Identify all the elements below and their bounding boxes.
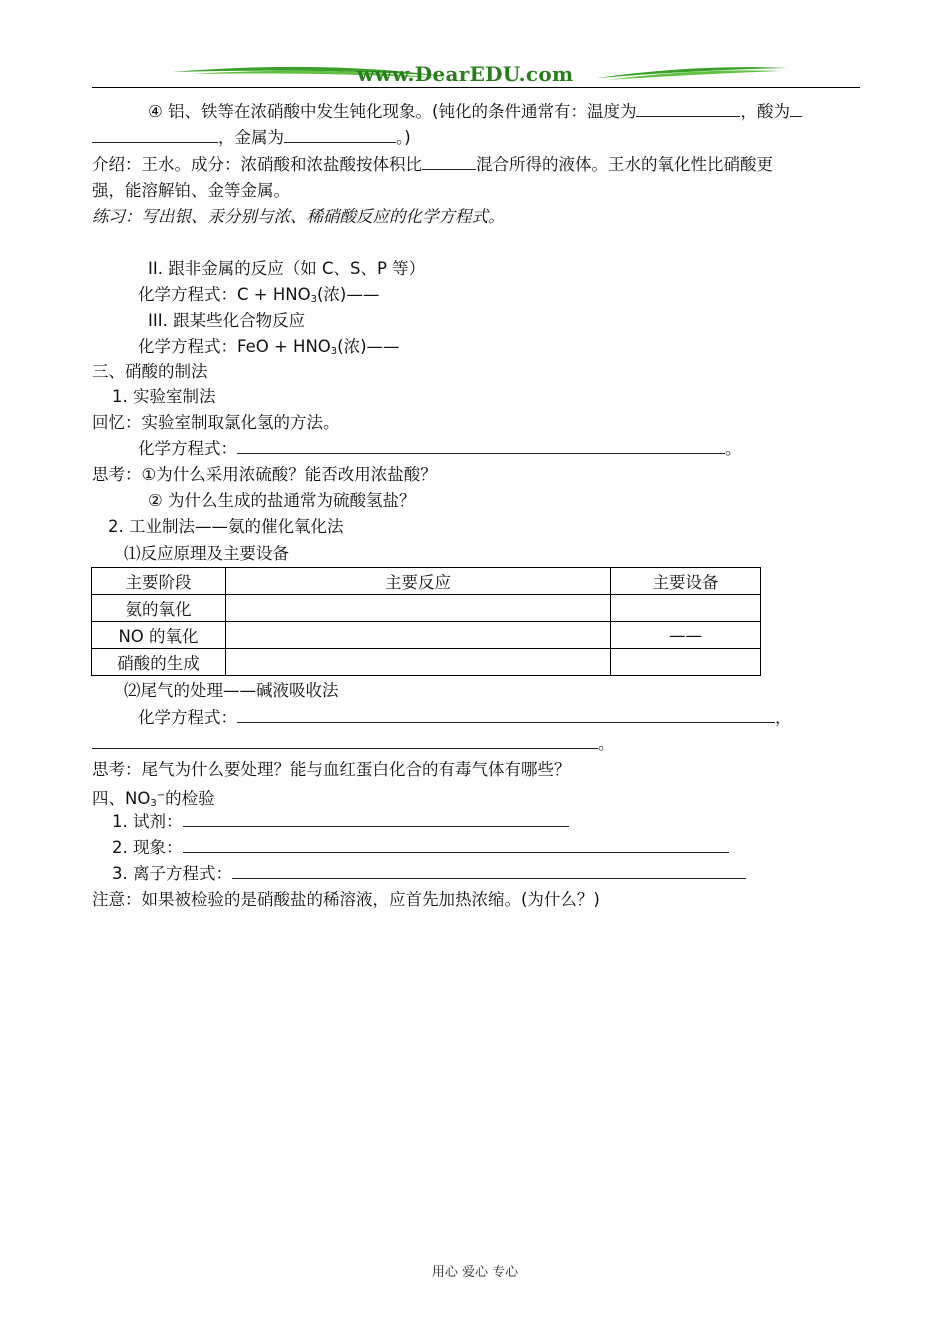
site-logo: www.DearEDU.com — [357, 62, 574, 86]
tail-gas-equation-line-2: 。 — [92, 733, 615, 755]
page-footer: 用心 爱心 专心 — [431, 1265, 519, 1280]
table-cell — [611, 649, 761, 676]
part4-item3: 3. 离子方程式： — [112, 863, 746, 885]
section-ii-equation: 化学方程式：$C + HNO_3$(浓)—— — [138, 285, 380, 305]
part4-item1: 1. 试剂： — [112, 811, 569, 833]
part3-think2: ② 为什么生成的盐通常为硫酸氢盐？ — [148, 491, 416, 510]
header-rule — [92, 87, 860, 88]
production-table — [91, 567, 761, 676]
aqua-regia-line-2: 强，能溶解铂、金等金属。 — [92, 181, 290, 200]
section-iii-title: III. 跟某些化合物反应 — [148, 311, 306, 330]
part4-note: 注意：如果被检验的是硝酸盐的稀溶液，应首先加热浓缩。(为什么？) — [92, 890, 600, 909]
part3-recall: 回忆：实验室制取氯化氢的方法。 — [92, 413, 340, 432]
blank-ratio — [422, 154, 476, 170]
table-cell — [611, 595, 761, 622]
part4-item2: 2. 现象： — [112, 837, 729, 859]
table-header-cell: 主要反应 — [226, 568, 611, 595]
section-ii-title: II. 跟非金属的反应（如 C、S、P 等） — [148, 259, 426, 278]
table-cell: 氨的氧化 — [92, 595, 226, 622]
tail-gas-equation-line: 化学方程式： ， — [138, 708, 792, 727]
part3-think3: 思考：尾气为什么要处理？能与血红蛋白化合的有毒气体有哪些？ — [92, 760, 571, 779]
blank-metal — [284, 127, 396, 143]
blank-acid — [92, 127, 218, 143]
blank-ionic-equation — [232, 863, 746, 879]
part4-title: 四、$NO_3^-$的检验 — [92, 789, 215, 809]
blank-reagent — [183, 811, 569, 827]
part3-think1: 思考：①为什么采用浓硫酸？能否改用浓盐酸？ — [92, 465, 437, 484]
aqua-regia-line-1: 介绍：王水。成分：浓硝酸和浓盐酸按体积比 混合所得的液体。王水的氧化性比硝酸更 — [92, 155, 773, 174]
blank-phenomenon — [183, 837, 729, 853]
swoosh-right-icon — [597, 62, 857, 88]
exercise-line: 练习：写出银、汞分别与浓、稀硝酸反应的化学方程式。 — [92, 207, 505, 226]
table-row — [92, 622, 761, 649]
table-header-cell: 主要设备 — [611, 568, 761, 595]
table-header-row — [92, 568, 761, 595]
blank-lab-equation — [237, 438, 725, 454]
table-cell — [226, 595, 611, 622]
table-header-cell: 主要阶段 — [92, 568, 226, 595]
table-cell — [226, 622, 611, 649]
part3-sub1: 1. 实验室制法 — [112, 387, 216, 406]
passivation-line-2: ，金属为 。) — [92, 127, 411, 149]
part3-sub2-2: ⑵尾气的处理——碱液吸收法 — [124, 681, 339, 700]
part3-sub2: 2. 工业制法——氨的催化氧化法 — [108, 517, 344, 536]
section-iii-equation: 化学方程式：FeO + $HNO_3$(浓)—— — [138, 337, 400, 357]
part3-title: 三、硝酸的制法 — [92, 362, 208, 381]
blank-acid-start — [790, 101, 802, 117]
table-cell: —— — [611, 622, 761, 649]
table-cell: NO 的氧化 — [92, 622, 226, 649]
part3-equation-line: 化学方程式： 。 — [138, 439, 742, 458]
table-row — [92, 595, 761, 622]
table-cell: 硝酸的生成 — [92, 649, 226, 676]
passivation-line-1: ④ 铝、铁等在浓硝酸中发生钝化现象。(钝化的条件通常有：温度为 ，酸为 — [148, 101, 802, 123]
table-cell — [226, 649, 611, 676]
part3-sub2-1: ⑴反应原理及主要设备 — [124, 544, 289, 563]
blank-tail-gas-equation-2 — [92, 733, 598, 749]
blank-tail-gas-equation — [237, 707, 775, 723]
blank-temperature — [636, 101, 740, 117]
table-row — [92, 649, 761, 676]
